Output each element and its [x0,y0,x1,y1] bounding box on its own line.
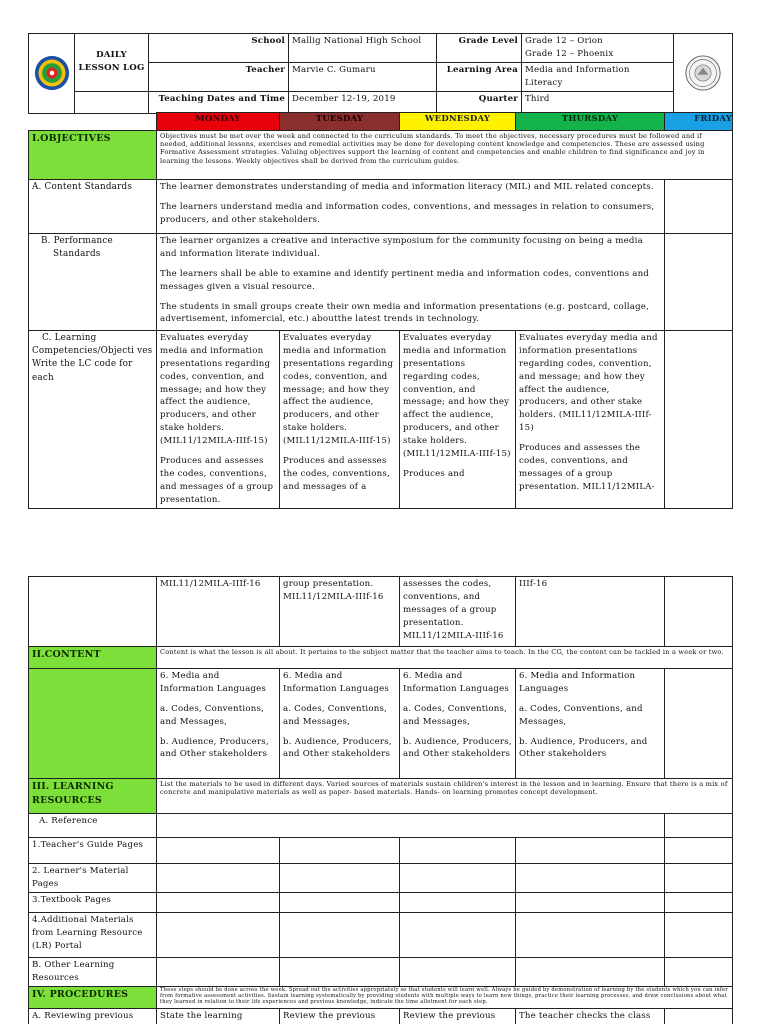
content-wednesday-1: 6. Media and Information Languages [403,671,510,694]
performance-2: The learners shall be able to examine and identify pertinent media and information codes, conventions and messages given a visual resource. [160,268,650,292]
performance-standards-text [157,234,665,331]
procedures-heading: IV. PROCEDURES [29,986,157,1008]
continued-wednesday: assesses the codes, conventions, and messages of a group presentation. MIL11/12MILA-IIIf-16 [400,577,516,647]
content-tuesday-1: 6. Media and Information Languages [283,671,390,694]
content-monday-1: 6. Media and Information Languages [160,671,267,694]
competencies-label-2: Competencies/Objecti ves [32,346,153,357]
daily-lesson-log-title: DAILY LESSON LOG [75,34,149,92]
teaching-dates-value: December 12-19, 2019 [289,91,437,113]
competencies-friday [665,331,733,509]
content-monday-2: a. Codes, Conventions, and Messages, [160,703,265,727]
competency-tuesday-a: Evaluates everyday media and information presentations regarding codes, convention, and message; and how they affect the audience, producers, and other stake holders. (MIL11/12MILA-IIIf-15) [283,333,394,447]
performance-1: The learner organizes a creative and interactive symposium for the community focusing on being a media and information literate individual. [160,236,643,259]
content-heading: II.CONTENT [29,647,157,669]
competency-thursday-a: Evaluates everyday media and information presentations regarding codes, convention, and message; and how they affect the audience, producers, and other stake holders. (MIL11/12MILA-IIIf-15) [519,333,658,434]
title-spacer [75,91,149,113]
grade-level-label: Grade Level [437,34,522,63]
content-monday-3: b. Audience, Producers, and Other stakeholders [160,736,269,760]
quarter-value: Third [522,91,674,113]
continued-monday: MIL11/12MILA-IIIf-16 [157,577,280,647]
deped-seal-icon [685,55,721,91]
continued-thursday: IIIf-16 [516,577,665,647]
content-standards-2: The learners understand media and information codes, conventions, and messages in relation to consumers, producers, and other stakeholders. [160,201,655,225]
competencies-wednesday [400,331,516,509]
content-standards-text [157,180,665,234]
competency-tuesday-b: Produces and assesses the codes, conventions, and messages of a [283,456,390,492]
objectives-text: Objectives must be met over the week and connected to the curriculum standards. To meet the objectives, necessary procedures must be followed and if needed, additional lessons, exercises and remedial activities may be done for developing content knowledge and competencies. These are assessed using Formative Assessment strategies. Valuing objectives support the learning of content and competencies and enable children to find significance and joy in learning the lessons. Weekly objectives shall be derived from the curriculum guides. [157,131,733,180]
textbook-label: 3.Textbook Pages [29,892,157,912]
teacher-value: Marvie C. Gumaru [289,62,437,91]
competency-monday-b: Produces and assesses the codes, conventions, and messages of a group presentation. [160,456,274,505]
content-thursday-3: b. Audience, Producers, and Other stakeholders [519,736,648,760]
content-standards-friday [665,180,733,234]
competency-monday-a: Evaluates everyday media and information presentations regarding codes, convention, and message; and how they affect the audience, producers, and other stake holders. (MIL11/12MILA-IIIf-15) [160,333,271,447]
continued-tuesday: group presentation. MIL11/12MILA-IIIf-16 [280,577,400,647]
procedures-tuesday: Review the previous [280,1008,400,1024]
other-resources-label: B. Other Learning Resources [29,957,157,986]
reference-value [157,814,665,838]
competency-wednesday-b: Produces and [403,468,465,479]
content-table [28,576,733,1024]
additional-materials-label: 4.Additional Materials from Learning Resource (LR) Portal [29,912,157,957]
content-tuesday-2: a. Codes, Conventions, and Messages, [283,703,388,727]
objectives-heading: I.OBJECTIVES [29,131,157,180]
day-tuesday: TUESDAY [280,113,400,131]
performance-label-2: Standards [53,249,101,260]
day-monday: MONDAY [157,113,280,131]
competency-thursday-b: Produces and assesses the codes, conventions, and messages of a group presentation. MIL11/12MILA- [519,443,655,492]
competencies-thursday [516,331,665,509]
reference-label: A. Reference [29,814,157,838]
day-wednesday: WEDNESDAY [400,113,516,131]
header-table [28,33,733,114]
content-thursday [516,669,665,779]
competencies-tuesday [280,331,400,509]
competencies-monday [157,331,280,509]
content-thursday-2: a. Codes, Conventions, and Messages, [519,703,643,727]
content-label-cell [29,669,157,779]
reviewing-label: A. Reviewing previous [29,1008,157,1024]
objectives-table [28,112,733,509]
deped-logo-cell [674,34,733,114]
performance-standards-friday [665,234,733,331]
day-friday: FRIDAY [665,113,733,131]
performance-3: The students in small groups create their own media and information presentations (e.g. postcard, collage, advertisement, infomercial, etc.) aboutthe latest trends in technology. [160,301,650,325]
content-tuesday [280,669,400,779]
procedures-friday [665,1008,733,1024]
performance-standards-label [29,234,157,331]
competencies-label-1: C. Learning [42,333,97,343]
content-monday [157,669,280,779]
continued-label [29,577,157,647]
content-standards-label: A. Content Standards [29,180,157,234]
day-thursday: THURSDAY [516,113,665,131]
procedures-thursday: The teacher checks the class [516,1008,665,1024]
content-wednesday-3: b. Audience, Producers, and Other stakeholders [403,736,512,760]
content-text: Content is what the lesson is all about. It pertains to the subject matter that the teacher aims to teach. In the CG, the content can be tackled in a week or two. [157,647,733,669]
school-value: Mallig National High School [289,34,437,63]
procedures-wednesday: Review the previous [400,1008,516,1024]
procedures-text: These steps should be done across the week. Spread out the activities appropriately so that students will learn well. Always be guided by demonstration of learning by the students which you can infer from formative assessment activities. Sustain learning systematically by providing students with multiple ways to learn new things, practice their learning processes, and draw conclusions about what they learned in relation to their life experiences and previous knowledge, indicate the time allotment for each step. [157,986,733,1008]
teachers-guide-label: 1.Teacher's Guide Pages [29,838,157,864]
content-tuesday-3: b. Audience, Producers, and Other stakeholders [283,736,392,760]
grade-2: Grade 12 – Phoenix [525,48,614,59]
teaching-dates-label: Teaching Dates and Time [149,91,289,113]
competencies-label [29,331,157,509]
grade-1: Grade 12 – Orion [525,36,603,46]
reference-friday [665,814,733,838]
competencies-label-3: Write the LC code for each [32,359,133,383]
deped-seal-cell [29,34,75,114]
performance-label-1: B. Performance [41,236,113,246]
learning-area-value: Media and Information Literacy [522,62,674,91]
content-wednesday-2: a. Codes, Conventions, and Messages, [403,703,508,727]
continued-friday [665,577,733,647]
corner-cell [29,113,157,131]
learners-material-label: 2. Learner's Material Pages [29,864,157,893]
content-friday [665,669,733,779]
content-standards-1: The learner demonstrates understanding of media and information literacy (MIL) and MIL related concepts. [160,182,654,192]
procedures-monday: State the learning [157,1008,280,1024]
grade-level-value [522,34,674,63]
resources-text: List the materials to be used in different days. Varied sources of materials sustain children's interest in the lesson and in learning. Ensure that there is a mix of concrete and manipulative materials as well as paper- based materials. Hands- on learning promotes concept development. [157,779,733,814]
content-thursday-1: 6. Media and Information Languages [519,671,636,694]
school-label: School [149,34,289,63]
resources-heading: III. LEARNING RESOURCES [29,779,157,814]
quarter-label: Quarter [437,91,522,113]
learning-area-label: Learning Area [437,62,522,91]
content-wednesday [400,669,516,779]
competency-wednesday-a: Evaluates everyday media and information presentations regarding codes, convention, and message; and how they affect the audience, producers, and other stake holders. (MIL11/12MILA-IIIf-15) [403,333,511,460]
school-seal-icon [34,55,70,91]
teacher-label: Teacher [149,62,289,91]
